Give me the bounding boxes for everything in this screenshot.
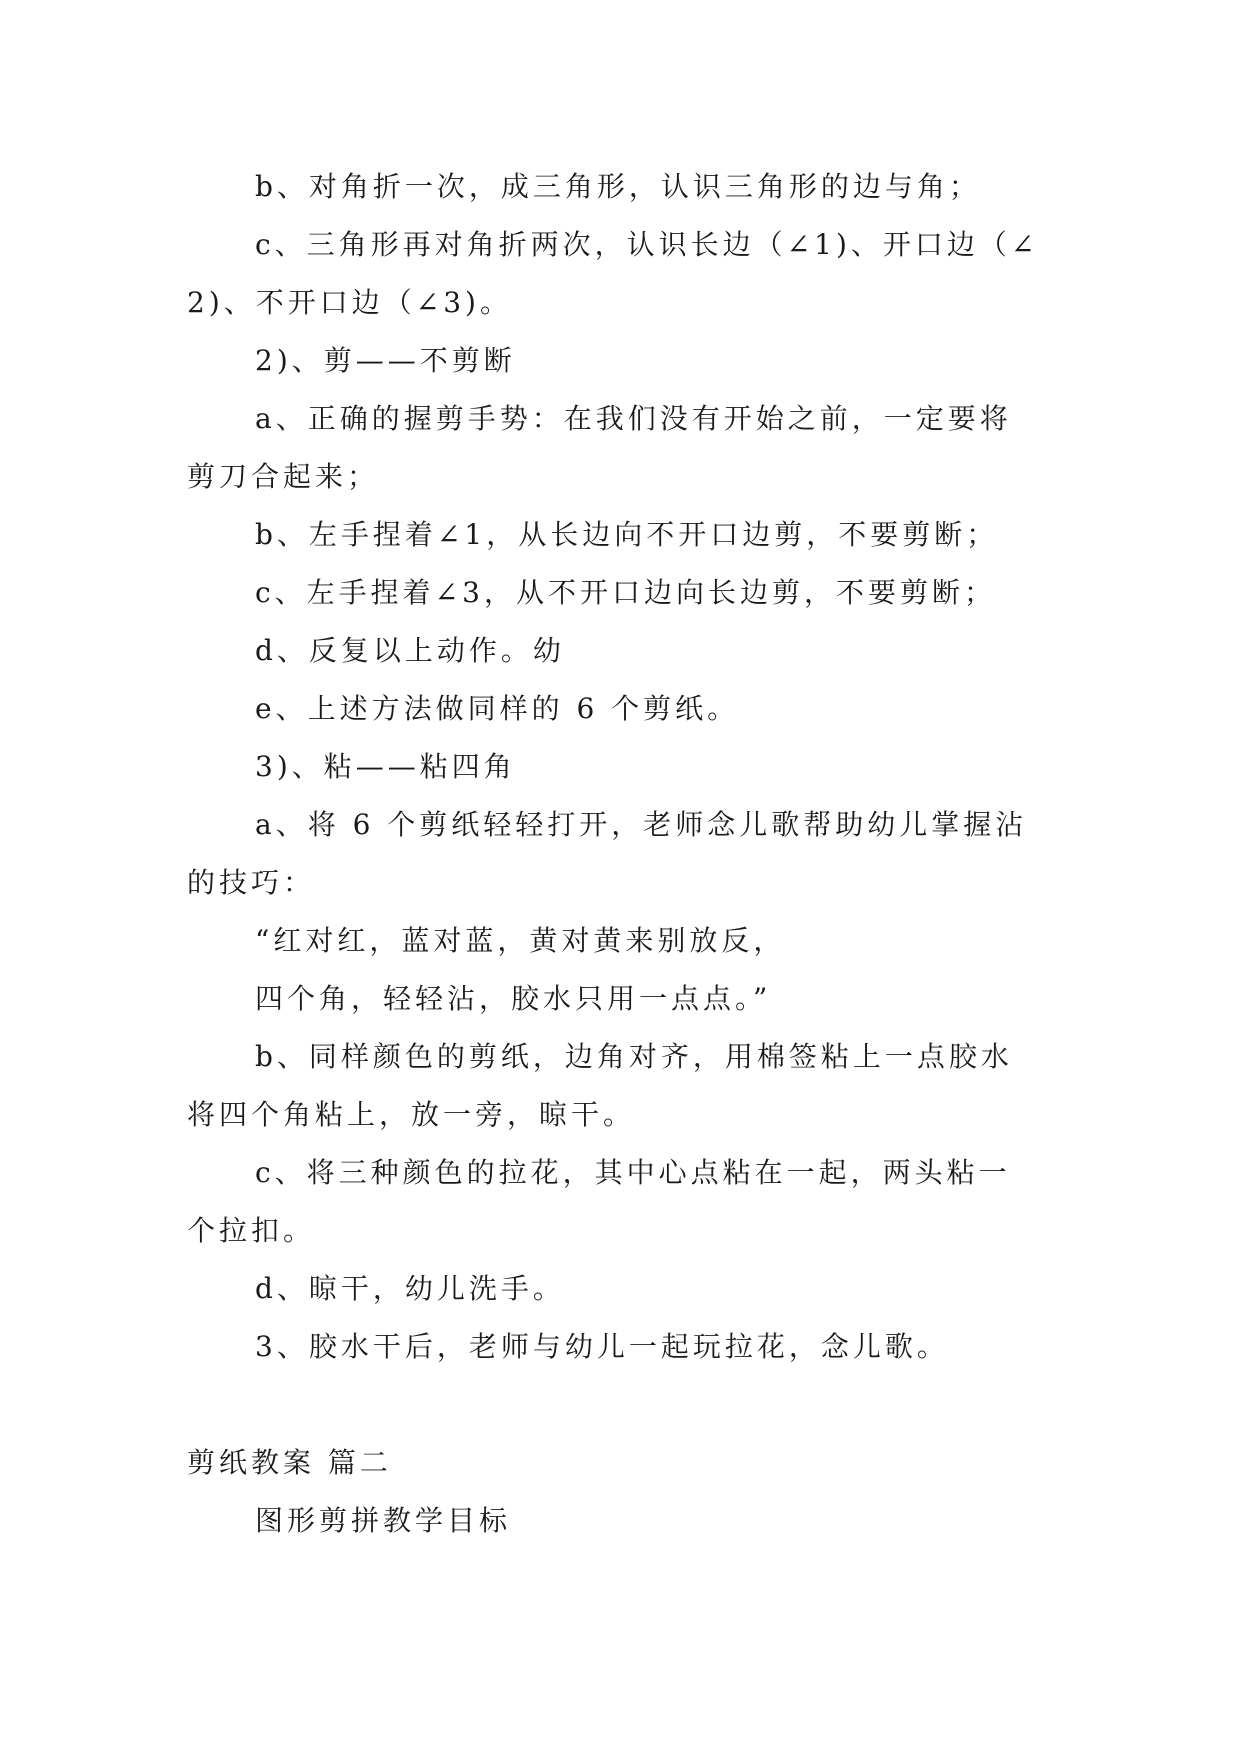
section-glue-heading: 3)、粘——粘四角 xyxy=(255,750,516,783)
step-d-repeat: d、反复以上动作。幼 xyxy=(255,634,565,667)
step-b-align-glue-cont: 将四个角粘上，放一旁，晾干。 xyxy=(187,1098,636,1131)
step-a-scissor-grip-cont: 剪刀合起来； xyxy=(187,460,380,493)
step-c-fold-twice: c、三角形再对角折两次，认识长边（∠1)、开口边（∠ xyxy=(255,228,1039,261)
subheading-teaching-goals: 图形剪拼教学目标 xyxy=(255,1504,512,1537)
step-b-fold-triangle: b、对角折一次，成三角形，认识三角形的边与角； xyxy=(255,170,981,203)
section-cut-heading: 2)、剪——不剪断 xyxy=(255,344,516,377)
rhyme-line-2: 四个角，轻轻沾，胶水只用一点点。” xyxy=(255,982,772,1015)
step-b-cut-angle1: b、左手捏着∠1，从长边向不开口边剪，不要剪断； xyxy=(255,518,999,551)
step-c-join-colors: c、将三种颜色的拉花，其中心点粘在一起，两头粘一 xyxy=(255,1156,1011,1189)
step-e-six-papers: e、上述方法做同样的 6 个剪纸。 xyxy=(255,692,740,725)
step-3-play: 3、胶水干后，老师与幼儿一起玩拉花，念儿歌。 xyxy=(255,1330,949,1363)
section-title-part-two: 剪纸教案 篇二 xyxy=(187,1446,392,1479)
step-c-fold-twice-cont: 2)、不开口边（∠3)。 xyxy=(187,286,512,319)
step-a-scissor-grip: a、正确的握剪手势：在我们没有开始之前，一定要将 xyxy=(255,402,1012,435)
rhyme-line-1: “红对红，蓝对蓝，黄对黄来别放反， xyxy=(255,924,786,957)
step-b-align-glue: b、同样颜色的剪纸，边角对齐，用棉签粘上一点胶水 xyxy=(255,1040,1013,1073)
step-a-open-papers: a、将 6 个剪纸轻轻打开，老师念儿歌帮助幼儿掌握沾 xyxy=(255,808,1028,841)
step-d-dry-wash: d、晾干，幼儿洗手。 xyxy=(255,1272,565,1305)
step-a-open-papers-cont: 的技巧： xyxy=(187,866,316,899)
step-c-cut-angle3: c、左手捏着∠3，从不开口边向长边剪，不要剪断； xyxy=(255,576,996,609)
step-c-join-colors-cont: 个拉扣。 xyxy=(187,1214,316,1247)
